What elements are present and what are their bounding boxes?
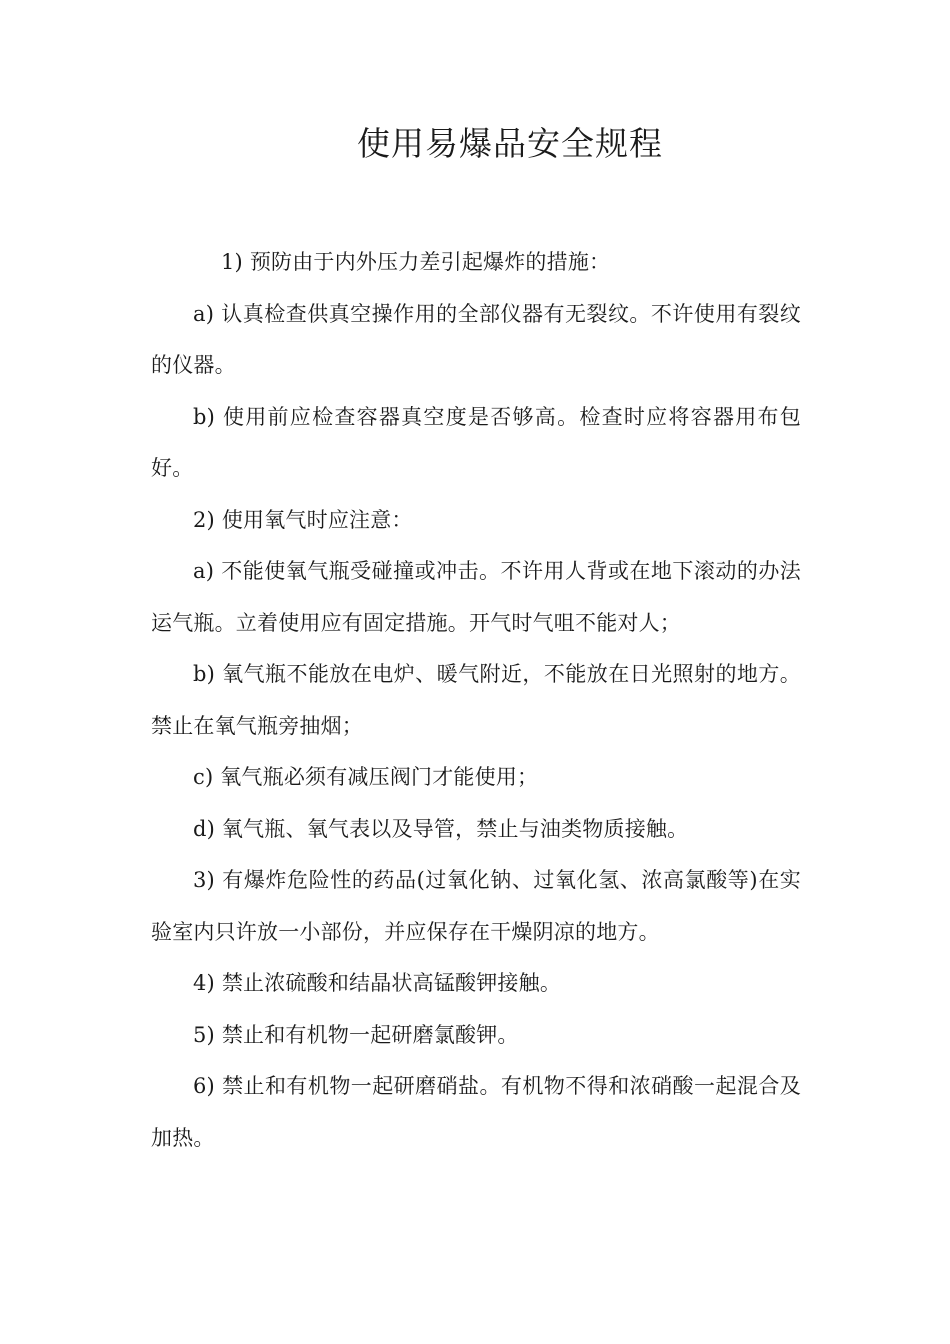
paragraph-1: 1) 预防由于内外压力差引起爆炸的措施：: [221, 250, 611, 274]
paragraph-1a: a) 认真检查供真空操作用的全部仪器有无裂纹。不许使用有裂纹的仪器。: [151, 301, 801, 377]
paragraph-2: 2) 使用氧气时应注意：: [193, 507, 413, 532]
paragraph-1b: b) 使用前应检查容器真空度是否够高。检查时应将容器用布包好。: [151, 404, 801, 480]
paragraph-2a: a) 不能使氧气瓶受碰撞或冲击。不许用人背或在地下滚动的办法运气瓶。立着使用应有固定措施。开气时气咀不能对人；: [151, 559, 801, 635]
paragraph-2b: b) 氧气瓶不能放在电炉、暖气附近，不能放在日光照射的地方。禁止在氧气瓶旁抽烟；: [151, 662, 801, 738]
document-title: 使用易爆品安全规程: [357, 124, 663, 163]
paragraph-2c: c) 氧气瓶必须有减压阀门才能使用；: [193, 765, 539, 789]
paragraph-6: 6) 禁止和有机物一起研磨硝盐。有机物不得和浓硝酸一起混合及加热。: [151, 1074, 801, 1150]
paragraph-4: 4) 禁止浓硫酸和结晶状高锰酸钾接触。: [193, 971, 562, 995]
paragraph-5: 5) 禁止和有机物一起研磨氯酸钾。: [193, 1022, 519, 1047]
paragraph-2d: d) 氧气瓶、氧气表以及导管，禁止与油类物质接触。: [193, 816, 689, 841]
document-body: [151, 237, 801, 1164]
paragraph-3: 3) 有爆炸危险性的药品(过氧化钠、过氧化氢、浓高氯酸等)在实验室内只许放一小部份，并应保存在干燥阴凉的地方。: [151, 868, 801, 944]
